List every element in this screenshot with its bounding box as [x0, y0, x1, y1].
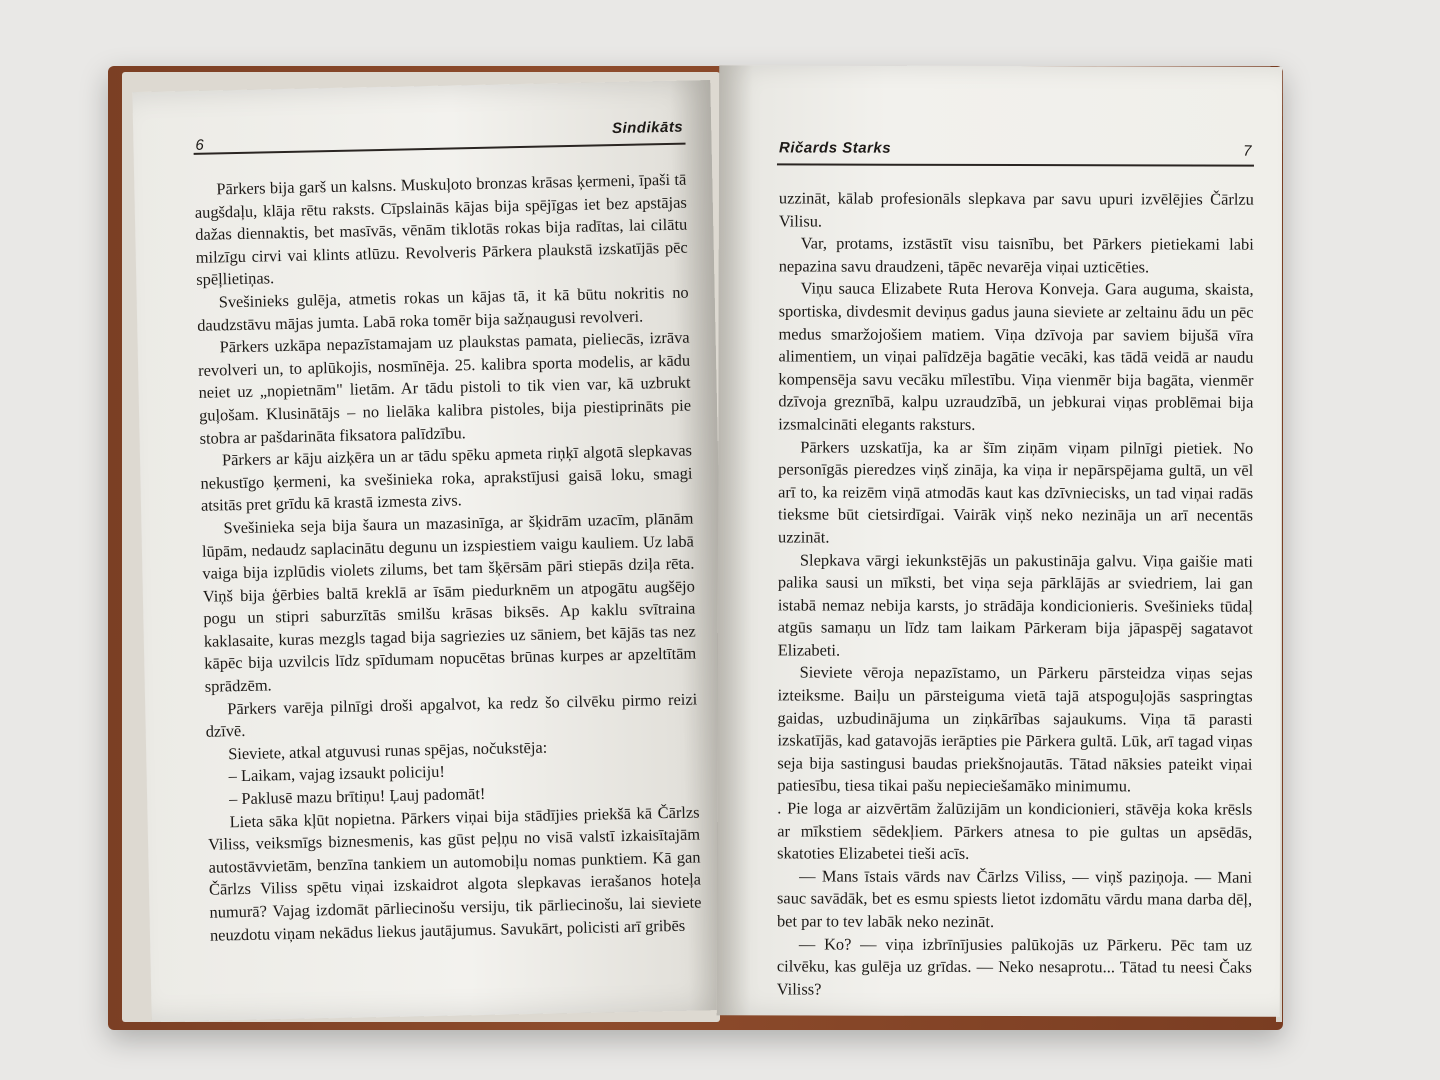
paragraph: Sieviete, atkal atguvusi runas spējas, nočukstēja:: [228, 737, 548, 764]
paragraph: uzzināt, kālab profesionāls slepkava par savu upuri izvēlējies Čārlzu Vilisu.: [778, 188, 1254, 231]
running-head-right: [719, 139, 1282, 172]
header-book-title: Sindikāts: [611, 118, 684, 138]
paragraph: Svešinieka seja bija šaura un mazasinīga, ar šķidrām uzacīm, plānām lūpām, nedaudz saplacinātu degunu un izspiestiem vaigu kauliem. Uz labā vaiga bija izplūdis violets zilums, bet tam šķērsām pāri stiepās dziļa rēta. Viņš bija ģērbies baltā kreklā ar īsām piedurknēm un atpogātu augšējo pogu un stipri saburzītās smilšu krāsas biksēs. Ap kaklu svītraina kaklasaite, kuras mezgls tagad bija sagriezies uz sāniem, bet kājās tas nez kāpēc bija uzvilcis līdz spīdumam nopucētas brūnas kurpes ar apzeltītām sprādzēm.: [201, 508, 697, 696]
header-rule-right: [777, 163, 1254, 166]
paragraph: Viņu sauca Elizabete Ruta Herova Konveja. Gara auguma, skaista, sportiska, divdesmit deviņus gadus jauna sieviete ar zeltainu ādu un pēc medus smaržojošiem matiem. Viņa dzīvoja par saviem bijušā vīra alimentiem, un viņai palīdzēja bagātie vecāki, kas tādā veidā ar naudu kompensēja savu vecāku mīlestību. Viņa vienmēr bija bagāta, vienmēr dzīvoja greznībā, kalpu uzraudzībā, un jebkurai viņas problēmai bija izsmalcināti elegants raksturs.: [778, 278, 1254, 434]
paragraph: . Pie loga ar aizvērtām žalūzijām un kondicionieri, stāvēja koka krēsls ar mīkstiem sēdekļiem. Pārkers atnesa to pie gultas un apsēdās, skatoties Elizabetei tieši acīs.: [777, 798, 1253, 864]
right-page-text: [777, 187, 1254, 1002]
paragraph: Pārkers varēja pilnīgi droši apgalvot, ka redz šo cilvēku pirmo reizi dzīvē.: [205, 689, 698, 742]
paragraph: Pārkers uzskatīja, ka ar šīm ziņām viņam pilnīgi pietiek. No personīgās pieredzes viņš zināja, ka viņa ir nepārspējama gultā, un vēl arī to, ka reizēm viņā atmodās kaut kas dzīvniecisks, un tad viņai radās tieksme būt cietsirdīgai. Vairāk viņš neko nezināja un arī necentās uzzināt.: [777, 437, 1254, 547]
dialogue-line: — Mans īstais vārds nav Čārlzs Viliss, — viņš paziņoja. — Mani sauc savādāk, bet es esmu spiests lietot izdomātu vārdu mana darba dēļ, bet par to tev labāk neko nezināt.: [776, 866, 1253, 931]
dialogue-line: – Laikam, vajag izsaukt policiju!: [228, 762, 446, 786]
dialogue-line: – Paklusē mazu brītiņu! Ļauj padomāt!: [228, 783, 486, 809]
paragraph: Pārkers ar kāju aizķēra un ar tādu spēku apmeta riņķī algotā slepkavas nekustīgo ķermeni, ka svešinieka roka, aprakstījusi gaisā loku, smagi atsitās pret grīdu kā krastā izmesta zivs.: [200, 440, 693, 516]
paragraph: Sieviete vēroja nepazīstamo, un Pārkeru pārsteidza viņas sejas izteiksme. Baiļu un pārsteiguma vietā tajā atspoguļojās saspringtas gaidas, uzbudinājuma un ziņkārības sajaukums. Viņa tā parasti izskatījās, kad gatavojās ierāpties pie Pārkera gultā. Lūk, arī tagad viņas seja bija sastingusi baudas priekšnojautās. Tātad nāksies pateikt viņai patiesību, tiesa tikai pašu nepieciešamāko minimumu.: [777, 662, 1253, 796]
paragraph: Lieta sāka kļūt nopietna. Pārkers viņai bija stādījies priekšā kā Čārlzs Viliss, veiksmīgs biznesmenis, kas gūst peļņu no visā valstī izkaisītajām autostāvvietām, benzīna tankiem un automobiļu nomas punktiem. Kā gan Čārlzs Viliss spētu viņai izskaidrot algota slepkavas ierašanos hoteļa numurā? Vajag izdomāt pārliecinošu versiju, tik pārliecinošu, lai sieviete neuzdotu viņam nekādus liekus jautājumus. Savukārt, policisti arī gribēs: [207, 802, 702, 945]
dialogue-line: — Ko? — viņa izbrīnījusies palūkojās uz Pārkeru. Pēc tam uz cilvēku, kas gulēja uz grīdas. — Neko nesaprotu... Tātad tu neesi Čaks Viliss?: [776, 934, 1252, 999]
page-number-left: 6: [195, 136, 205, 154]
paragraph: Pārkers uzkāpa nepazīstamajam uz plaukstas pamata, pieliecās, izrāva revolveri un, to aplūkojis, nosmīnēja. 25. kalibra sporta modelis, ar kādu neiet uz „nopietnām" lietām. Ar tādu pistoli to tik vien var, kā uzbrukt guļošam. Klusinātājs – no lielāka kalibra pistoles, bija piestiprināts pie stobra ar pašdarināta fiksatora palīdzību.: [197, 327, 692, 448]
page-number-right: 7: [1243, 142, 1253, 160]
paragraph: Var, protams, izstāstīt visu taisnību, bet Pārkers pietiekami labi nepazina savu draudzeni, tāpēc nevarēja viņai uzticēties.: [778, 233, 1254, 277]
paragraph: Pārkers bija garš un kalsns. Muskuļoto bronzas krāsas ķermeni, īpaši tā augšdaļu, klāja rētu raksts. Cīpslainās kājas bija spējīgas iet bez apstājas dažas diennaktis, bet masīvās, vēnām tiklotās rokas bija radītas, lai cilātu milzīgu cirvi vai klints atlūzu. Revolveris Pārkera plaukstā izskatījās pēc spēļlietiņas.: [194, 169, 688, 290]
paragraph: Svešinieks gulēja, atmetis rokas un kājas tā, it kā būtu nokritis no daudzstāvu mājas jumta. Labā roka tomēr bija sažņaugusi revolveri.: [197, 282, 689, 335]
left-page: [132, 80, 729, 1022]
header-author: Ričards Starks: [779, 139, 892, 157]
left-page-text: [194, 169, 702, 947]
paragraph: Slepkava vārgi iekunkstējās un pakustināja galvu. Viņa gaišie mati palika sausi un mīksti, bet viņa seja pārklājās ar sviedriem, lai gan istabā nemaz nebija karsts, jo strādāja kondicionieris. Svešinieks tūdaļ atgūs samaņu un līdz tam laikam Pārkeram bija jāpaspēj sagatavot Elizabeti.: [777, 549, 1253, 660]
right-page: [717, 65, 1282, 1016]
running-head-left: [133, 118, 711, 160]
header-rule-left: [194, 143, 686, 155]
